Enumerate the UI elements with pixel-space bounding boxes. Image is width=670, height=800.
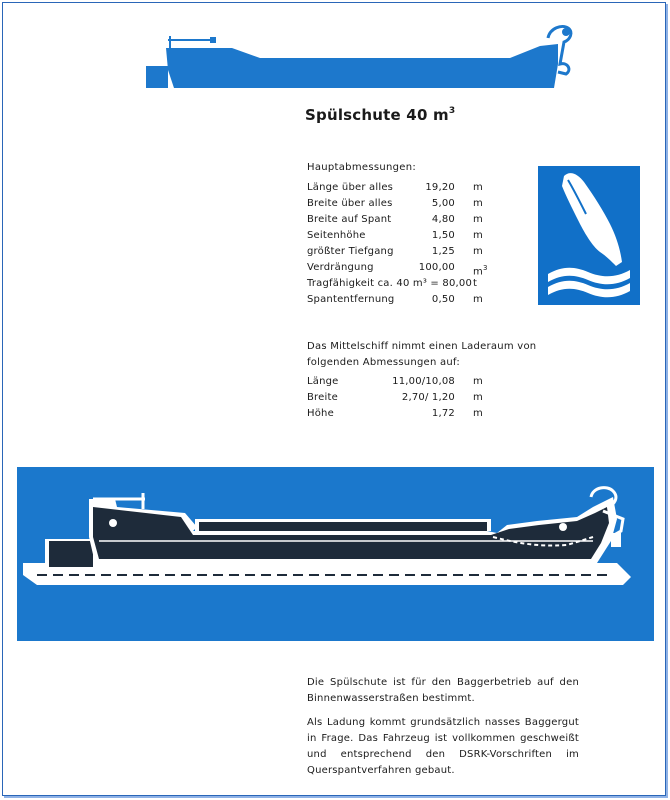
spec-row: Spantentfernung 0,50 m — [307, 294, 483, 305]
spec-row: Breite über alles 5,00 m — [307, 198, 483, 209]
description-paragraph: Als Ladung kommt grundsätzlich nasses Baggergut in Frage. Das Fahrzeug ist vollkommen geschweißt und entsprechend den DSRK-Vorschriften im Querspantverfahren gebaut. — [307, 717, 579, 776]
spec-row: Länge über alles 19,20 m — [307, 182, 483, 193]
dredge-icon-box — [538, 166, 640, 305]
cargo-dimensions-table — [307, 374, 507, 422]
cargo-intro: Das Mittelschiff nimmt einen Laderaum von folgenden Abmessungen auf: — [307, 341, 537, 368]
spec-row: Tragfähigkeit ca. 40 m³ = 80,00 t — [307, 278, 478, 289]
main-dimensions-heading: Hauptabmessungen: — [307, 162, 417, 173]
spec-row: Seitenhöhe 1,50 m — [307, 230, 483, 241]
ship-silhouette-icon — [140, 18, 590, 93]
spec-row: Höhe 1,72 m — [307, 408, 483, 419]
ship-illustration-band — [17, 467, 654, 641]
spec-row: größter Tiefgang 1,25 m — [307, 246, 483, 257]
spec-row: Breite 2,70/ 1,20 m — [307, 392, 483, 403]
ship-side-view-illustration — [17, 467, 654, 641]
page-title: Spülschute 40 $m^3$ — [305, 106, 456, 124]
spec-row: Breite auf Spant 4,80 m — [307, 214, 483, 225]
description-paragraph: Die Spülschute ist für den Baggerbetrieb auf den Binnenwasserstraßen bestimmt. — [307, 677, 579, 704]
dredge-bucket-icon — [538, 166, 640, 305]
spec-row: Länge 11,00/10,08 m — [307, 376, 483, 387]
main-dimensions-table — [307, 180, 507, 308]
description — [307, 675, 579, 787]
spec-row: Verdrängung 100,00 $m^3$ — [307, 262, 488, 278]
